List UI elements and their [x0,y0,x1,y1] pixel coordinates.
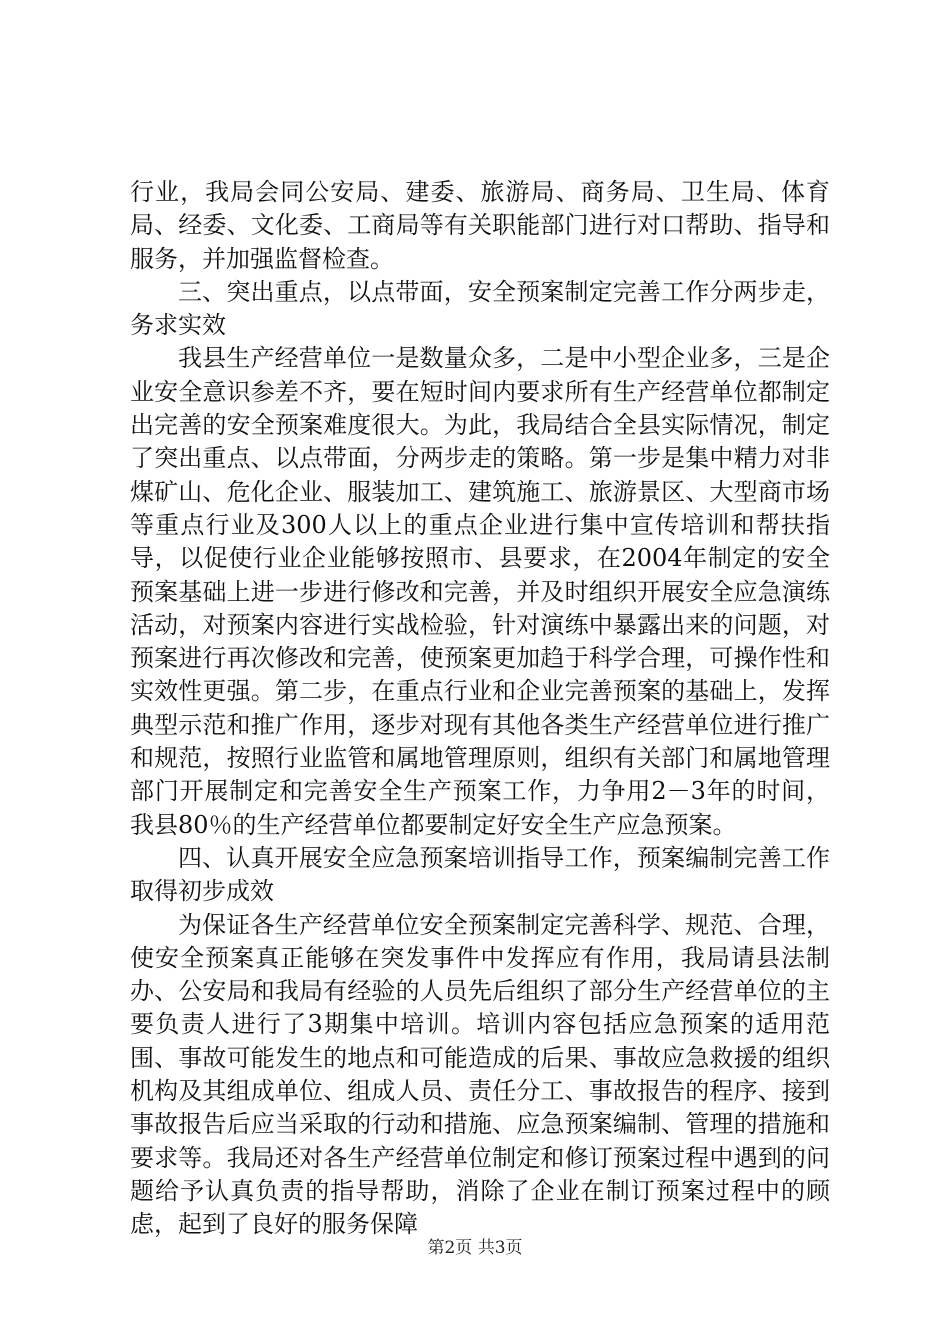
paragraph-training: 为保证各生产经营单位安全预案制定完善科学、规范、合理，使安全预案真正能够在突发事件中发挥应有作用，我局请县法制办、公安局和我局有经验的人员先后组织了部分生产经营单位的主要负责人进行了3期集中培训。培训内容包括应急预案的适用范围、事故可能发生的地点和可能造成的后果、事故应急救援的组织机构及其组成单位、组成人员、责任分工、事故报告的程序、接到事故报告后应当采取的行动和措施、应急预案编制、管理的措施和要求等。我局还对各生产经营单位制定和修订预案过程中遇到的问题给予认真负责的指导帮助，消除了企业在制订预案过程中的顾虑，起到了良好的服务保障 [130,910,830,1239]
section-heading-three: 三、突出重点，以点带面，安全预案制定完善工作分两步走，务求实效 [130,277,830,340]
page-footer: 第2页 共3页 [427,1238,523,1258]
paragraph-two-step-strategy: 我县生产经营单位一是数量众多，二是中小型企业多，三是企业安全意识参差不齐，要在短时间内要求所有生产经营单位都制定出完善的安全预案难度很大。为此，我局结合全县实际情况，制定了突出重点、以点带面，分两步走的策略。第一步是集中精力对非煤矿山、危化企业、服装加工、建筑施工、旅游景区、大型商市场等重点行业及300人以上的重点企业进行集中宣传培训和帮扶指导，以促使行业企业能够按照市、县要求，在2004年制定的安全预案基础上进一步进行修改和完善，并及时组织开展安全应急演练活动，对预案内容进行实战检验，针对演练中暴露出来的问题，对预案进行再次修改和完善，使预案更加趋于科学合理，可操作性和实效性更强。第二步，在重点行业和企业完善预案的基础上，发挥典型示范和推广作用，逐步对现有其他各类生产经营单位进行推广和规范，按照行业监管和属地管理原则，组织有关部门和属地管理部门开展制定和完善安全生产预案工作，力争用2－3年的时间，我县80％的生产经营单位都要制定好安全生产应急预案。 [130,344,830,839]
document-body [130,176,830,1242]
paragraph-continued: 行业，我局会同公安局、建委、旅游局、商务局、卫生局、体育局、经委、文化委、工商局等有关职能部门进行对口帮助、指导和服务，并加强监督检查。 [130,178,830,273]
section-heading-four: 四、认真开展安全应急预案培训指导工作，预案编制完善工作取得初步成效 [130,843,830,906]
